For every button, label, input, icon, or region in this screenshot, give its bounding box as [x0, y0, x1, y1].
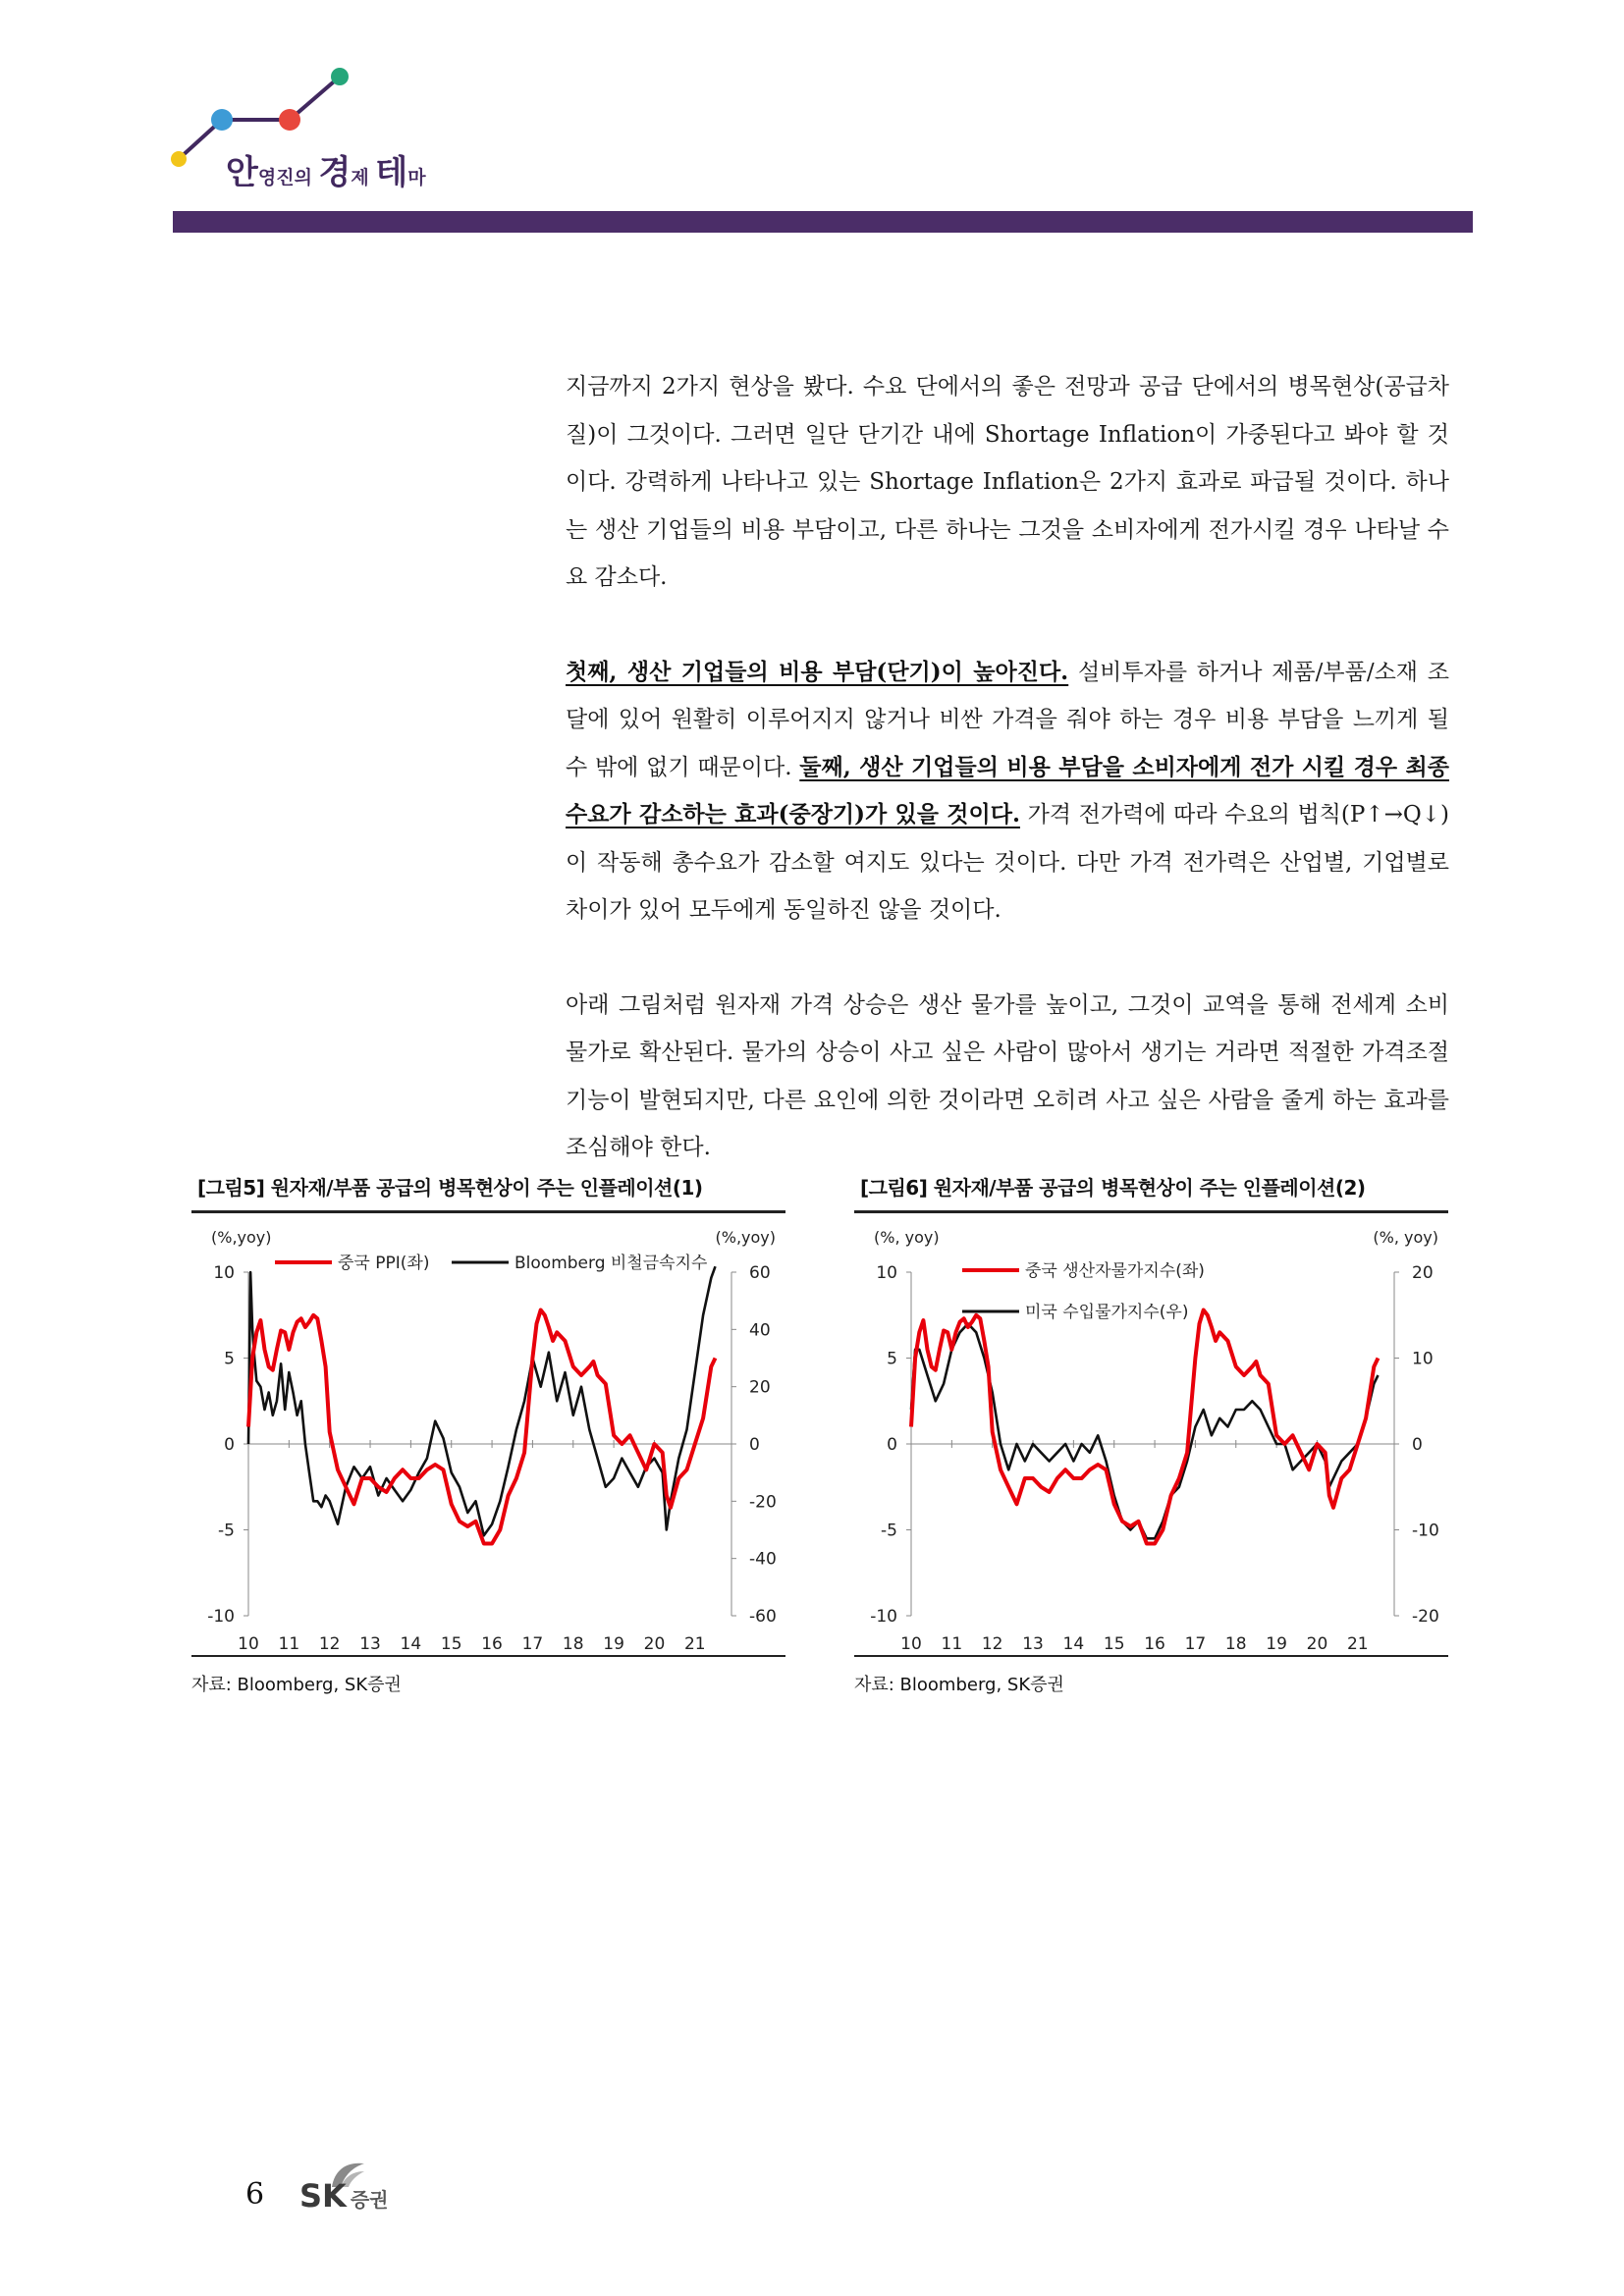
- page-number: 6: [245, 2177, 265, 2212]
- y-tick-label-left: 10: [213, 1263, 235, 1283]
- x-tick-label: 20: [643, 1634, 666, 1654]
- y-tick-label-right: -10: [1412, 1521, 1439, 1541]
- legend-label: 미국 수입물가지수(우): [1025, 1303, 1189, 1322]
- header-bar: [173, 211, 1473, 233]
- figure-source: 자료: Bloomberg, SK증권: [191, 1675, 402, 1695]
- y-axis-label-right: (%, yoy): [1373, 1228, 1438, 1247]
- body-text: [566, 363, 1449, 1219]
- y-tick-label-left: 0: [887, 1435, 897, 1455]
- y-tick-label-left: 10: [876, 1263, 897, 1283]
- figure-title: [그림5] 원자재/부품 공급의 병목현상이 주는 인플레이션(1): [197, 1176, 703, 1200]
- y-tick-label-right: 0: [1412, 1435, 1423, 1455]
- logo-title: 안영진의 경제 테마: [226, 153, 426, 192]
- sk-logo: SK 증권: [299, 2160, 417, 2218]
- x-tick-label: 16: [481, 1634, 503, 1654]
- legend-label: 중국 PPI(좌): [338, 1254, 430, 1273]
- y-tick-label-left: -5: [881, 1521, 897, 1541]
- x-tick-label: 14: [400, 1634, 422, 1654]
- figure-6: [854, 1173, 1448, 1696]
- highlight-2: 둘째, 생산 기업들의 비용 부담을 소비자에게 전가 시킬 경우 최종 수요가 감소하는 효과(중장기)가 있을 것이다.: [566, 753, 1449, 828]
- legend-label: Bloomberg 비철금속지수: [514, 1254, 708, 1273]
- series-line-1: [248, 1310, 716, 1544]
- y-tick-label-left: 5: [224, 1349, 235, 1369]
- x-tick-label: 13: [1022, 1634, 1044, 1654]
- y-tick-label-right: -40: [749, 1549, 777, 1570]
- x-tick-label: 13: [359, 1634, 381, 1654]
- series-line-2: [911, 1324, 1379, 1539]
- series-line-2: [248, 1266, 716, 1535]
- x-tick-label: 15: [1103, 1634, 1125, 1654]
- report-logo: [167, 59, 491, 196]
- y-tick-label-left: -5: [218, 1521, 235, 1541]
- x-tick-label: 11: [941, 1634, 963, 1654]
- paragraph-1: 지금까지 2가지 현상을 봤다. 수요 단에서의 좋은 전망과 공급 단에서의 병목현상(공급차질)이 그것이다. 그러면 일단 단기간 내에 Shortage Inflation이 가중된다고 봐야 할 것이다. 강력하게 나타나고 있는 Shortage Inflation은 2가지 효과로 파급될 것이다. 하나는 생산 기업들의 비용 부담이고, 다른 하나는 그것을 소비자에게 전가시킬 경우 나타날 수요 감소다.: [566, 374, 1449, 590]
- x-tick-label: 21: [683, 1634, 706, 1654]
- x-tick-label: 10: [900, 1634, 922, 1654]
- figure-5-chart: [191, 1213, 785, 1655]
- x-tick-label: 16: [1144, 1634, 1165, 1654]
- y-tick-label-right: -20: [749, 1492, 777, 1513]
- x-tick-label: 18: [562, 1634, 584, 1654]
- x-tick-label: 15: [440, 1634, 462, 1654]
- y-tick-label-right: 20: [749, 1377, 771, 1398]
- x-tick-label: 17: [521, 1634, 544, 1654]
- figure-source: 자료: Bloomberg, SK증권: [854, 1675, 1064, 1695]
- y-tick-label-left: 0: [224, 1435, 235, 1455]
- y-axis-label-left: (%, yoy): [874, 1228, 940, 1247]
- y-axis-label-right: (%,yoy): [715, 1228, 776, 1247]
- x-tick-label: 10: [238, 1634, 259, 1654]
- y-tick-label-left: -10: [207, 1607, 235, 1627]
- x-tick-label: 14: [1062, 1634, 1085, 1654]
- y-tick-label-left: 5: [887, 1349, 897, 1369]
- y-tick-label-right: 40: [749, 1320, 771, 1341]
- highlight-1: 첫째, 생산 기업들의 비용 부담(단기)이 높아진다.: [566, 658, 1069, 685]
- y-tick-label-right: 20: [1412, 1263, 1434, 1283]
- x-tick-label: 11: [278, 1634, 300, 1654]
- x-tick-label: 12: [318, 1634, 341, 1654]
- y-tick-label-right: 60: [749, 1263, 771, 1283]
- y-axis-label-left: (%,yoy): [211, 1228, 272, 1247]
- y-tick-label-right: -20: [1412, 1607, 1439, 1627]
- x-tick-label: 17: [1184, 1634, 1207, 1654]
- paragraph-2: 첫째, 생산 기업들의 비용 부담(단기)이 높아진다. 설비투자를 하거나 제품/부품/소재 조달에 있어 원활히 이루어지지 않거나 비싼 가격을 줘야 하는 경우 비용 부담을 느끼게 될 수 밖에 없기 때문이다. 둘째, 생산 기업들의 비용 부담을 소비자에게 전가 시킬 경우 최종 수요가 감소하는 효과(중장기)가 있을 것이다. 가격 전가력에 따라 수요의 법칙(P↑→Q↓)이 작동해 총수요가 감소할 여지도 있다는 것이다. 다만 가격 전가력은 산업별, 기업별로 차이가 있어 모두에게 동일하진 않을 것이다.: [566, 658, 1450, 923]
- figure-5: [191, 1173, 785, 1696]
- y-tick-label-right: -60: [749, 1607, 777, 1627]
- figure-6-chart: [854, 1213, 1448, 1655]
- paragraph-3: 아래 그림처럼 원자재 가격 상승은 생산 물가를 높이고, 그것이 교역을 통해 전세계 소비 물가로 확산된다. 물가의 상승이 사고 싶은 사람이 많아서 생기는 거라면 적절한 가격조절기능이 발현되지만, 다른 요인에 의한 것이라면 오히려 사고 싶은 사람을 줄게 하는 효과를 조심해야 한다.: [566, 991, 1449, 1160]
- x-tick-label: 12: [981, 1634, 1003, 1654]
- legend-label: 중국 생산자물가지수(좌): [1025, 1261, 1205, 1281]
- figure-title: [그림6] 원자재/부품 공급의 병목현상이 주는 인플레이션(2): [860, 1176, 1366, 1200]
- x-tick-label: 20: [1306, 1634, 1328, 1654]
- x-tick-label: 19: [1266, 1634, 1287, 1654]
- x-tick-label: 21: [1346, 1634, 1369, 1654]
- x-tick-label: 19: [603, 1634, 624, 1654]
- y-tick-label-right: 10: [1412, 1349, 1434, 1369]
- y-tick-label-right: 0: [749, 1435, 760, 1455]
- x-tick-label: 18: [1224, 1634, 1247, 1654]
- y-tick-label-left: -10: [870, 1607, 897, 1627]
